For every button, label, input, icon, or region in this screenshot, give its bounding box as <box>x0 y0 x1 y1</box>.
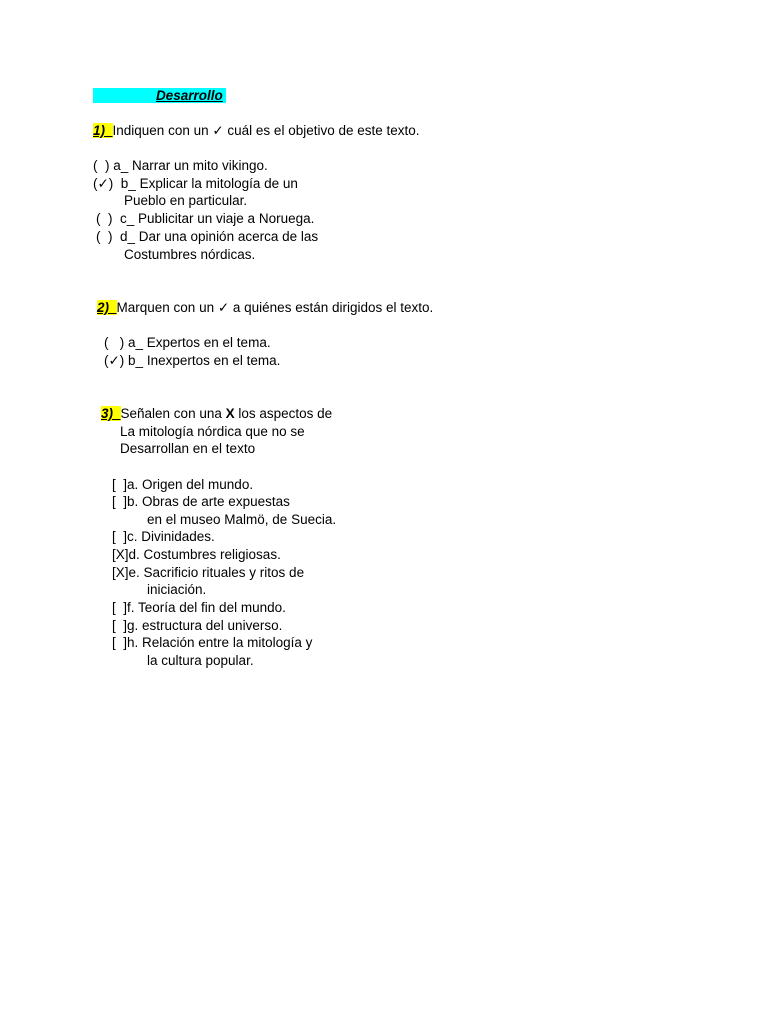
question-2-text: Marquen con un ✓ a quiénes están dirigidos el texto. <box>116 300 434 315</box>
question-3-option-b-cont: en el museo Malmö, de Suecia. <box>147 512 337 527</box>
question-3-option-h: [ ]h. Relación entre la mitología y <box>112 635 313 650</box>
question-3-x-mark: X <box>225 406 235 421</box>
question-3-number: 3)_ <box>101 406 121 421</box>
page-title: Desarrollo <box>156 88 223 103</box>
question-1-option-b-cont: Pueblo en particular. <box>124 193 248 208</box>
question-3-option-a: [ ]a. Origen del mundo. <box>112 477 254 492</box>
question-3-prompt <box>101 405 332 422</box>
question-3-text-start: Señalen con una <box>120 406 226 421</box>
question-1-text: Indiquen con un ✓ cuál es el objetivo de este texto. <box>112 123 420 138</box>
question-2-option-a: ( ) a_ Expertos en el tema. <box>104 335 271 350</box>
question-3-option-h-cont: la cultura popular. <box>147 653 254 668</box>
question-1-option-a: ( ) a_ Narrar un mito vikingo. <box>93 158 268 173</box>
question-3-prompt-line-2: La mitología nórdica que no se <box>120 424 305 439</box>
question-1-option-d: ( ) d_ Dar una opinión acerca de las <box>96 229 319 244</box>
question-3-option-d: [X]d. Costumbres religiosas. <box>112 547 281 562</box>
question-3-option-c: [ ]c. Divinidades. <box>112 529 215 544</box>
question-1-option-b: (✓) b_ Explicar la mitología de un <box>93 176 298 191</box>
question-3-option-e-cont: iniciación. <box>147 582 207 597</box>
question-2-prompt <box>97 299 433 316</box>
question-3-prompt-line-3: Desarrollan en el texto <box>120 441 256 456</box>
question-1-prompt <box>93 122 420 139</box>
question-3-option-e: [X]e. Sacrificio rituales y ritos de <box>112 565 305 580</box>
question-1-number: 1)_ <box>93 123 113 138</box>
question-1-option-c: ( ) c_ Publicitar un viaje a Noruega. <box>96 211 315 226</box>
question-2-option-b: (✓) b_ Inexpertos en el tema. <box>104 353 281 368</box>
question-2-number: 2)_ <box>97 300 117 315</box>
question-1-option-d-cont: Costumbres nórdicas. <box>124 247 256 262</box>
question-3-option-g: [ ]g. estructura del universo. <box>112 618 283 633</box>
question-3-text-end: los aspectos de <box>234 406 333 421</box>
question-3-option-f: [ ]f. Teoría del fin del mundo. <box>112 600 286 615</box>
question-3-option-b: [ ]b. Obras de arte expuestas <box>112 494 290 509</box>
